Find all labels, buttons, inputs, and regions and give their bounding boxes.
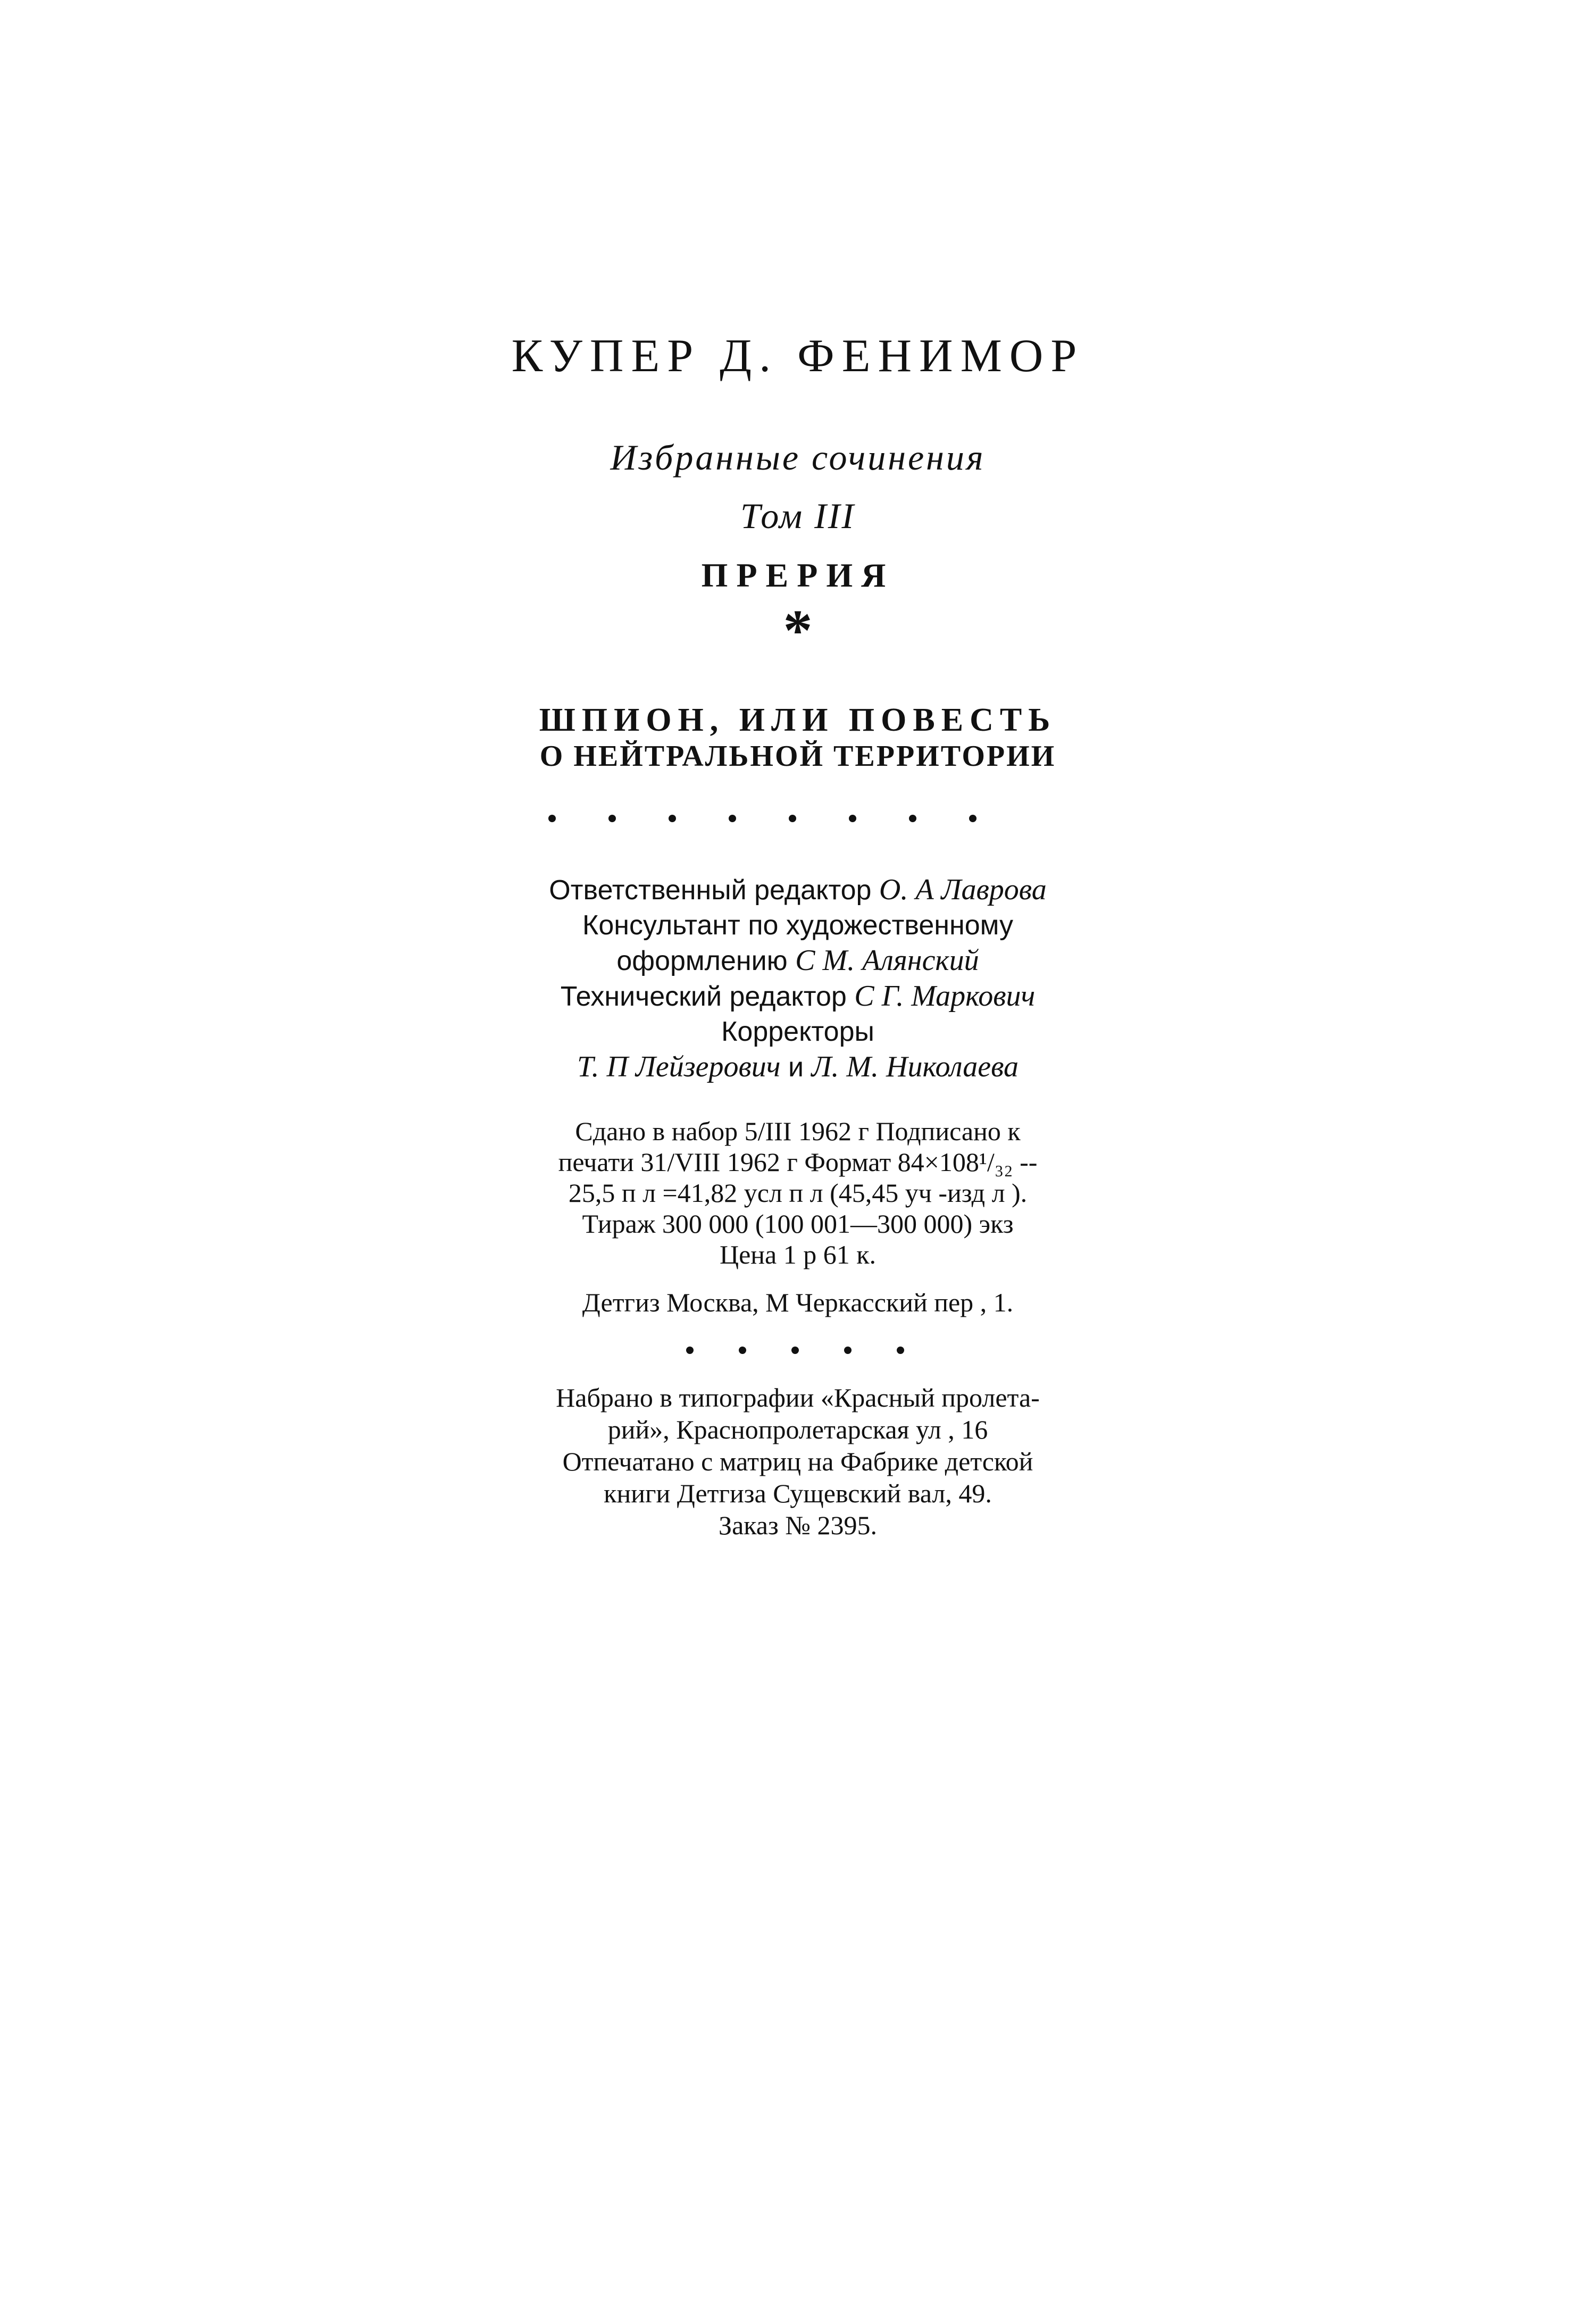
printing-line: рий», Краснопролетарская ул , 16 (607, 1415, 988, 1444)
consultant-role-line: Консультант по художественному (582, 910, 1013, 941)
publisher-address: Детгиз Москва, М Черкасский пер , 1. (582, 1288, 1014, 1317)
author-name: КУПЕР Д. ФЕНИМОР (511, 330, 1084, 382)
editor-line (372, 872, 1223, 908)
order-number: Заказ № 2395. (719, 1510, 877, 1540)
divider-dot (548, 815, 556, 822)
collection-title: Избранные сочинения (610, 437, 986, 478)
editor-role: Ответственный редактор (549, 875, 872, 906)
dotted-divider (0, 815, 1594, 831)
divider-dot (909, 815, 916, 822)
volume-number: Том III (740, 496, 856, 536)
divider-dot (669, 815, 676, 822)
printing-line: Набрано в типографии «Красный пролета- (556, 1383, 1040, 1412)
imprint-line: печати 31/VIII 1962 г Формат 84×108¹/₃₂ -- (558, 1147, 1038, 1177)
work-title-spy-line1: ШПИОН, ИЛИ ПОВЕСТЬ (539, 702, 1057, 738)
divider-dot (789, 815, 796, 822)
consultant-name: С М. Алянский (795, 944, 979, 977)
dotted-divider (0, 1347, 1594, 1362)
printing-line: Отпечатано с матриц на Фабрике детской (562, 1447, 1033, 1476)
imprint-price: Цена 1 р 61 к. (719, 1240, 877, 1269)
proofreaders-line (372, 1049, 1223, 1085)
proofreader-two: Л. М. Николаева (811, 1050, 1019, 1083)
tech-editor-line (372, 979, 1223, 1014)
divider-dot (729, 815, 736, 822)
proofreaders-role: Корректоры (721, 1016, 874, 1047)
imprint-line: 25,5 п л =41,82 усл п л (45,45 уч -изд л ). (568, 1178, 1028, 1208)
divider-dot (969, 815, 977, 822)
work-title-prairie: ПРЕРИЯ (701, 556, 895, 594)
divider-dot (849, 815, 856, 822)
divider-dot (844, 1347, 852, 1354)
divider-dot (897, 1347, 904, 1354)
divider-dot (791, 1347, 799, 1354)
work-title-spy-line2: О НЕЙТРАЛЬНОЙ ТЕРРИТОРИИ (539, 740, 1056, 773)
divider-dot (686, 1347, 694, 1354)
divider-dot (739, 1347, 746, 1354)
proofreader-one: Т. П Лейзерович (577, 1050, 781, 1083)
imprint-line: Тираж 300 000 (100 001—300 000) экз (582, 1209, 1014, 1239)
proofreader-conjunction: и (788, 1052, 804, 1083)
credits-block (372, 872, 1223, 1085)
consultant-role: оформлению (616, 946, 788, 976)
imprint-line: Сдано в набор 5/III 1962 г Подписано к (575, 1116, 1021, 1146)
tech-editor-name: С Г. Маркович (854, 980, 1036, 1013)
consultant-line (372, 943, 1223, 979)
asterisk-separator: * (783, 598, 813, 663)
printing-block (372, 1382, 1223, 1541)
printing-line: книги Детгиза Сущевский вал, 49. (604, 1478, 992, 1508)
divider-dot (608, 815, 616, 822)
editor-name: О. А Лаврова (879, 873, 1047, 906)
imprint-block (372, 1116, 1223, 1270)
tech-editor-role: Технический редактор (560, 981, 847, 1012)
